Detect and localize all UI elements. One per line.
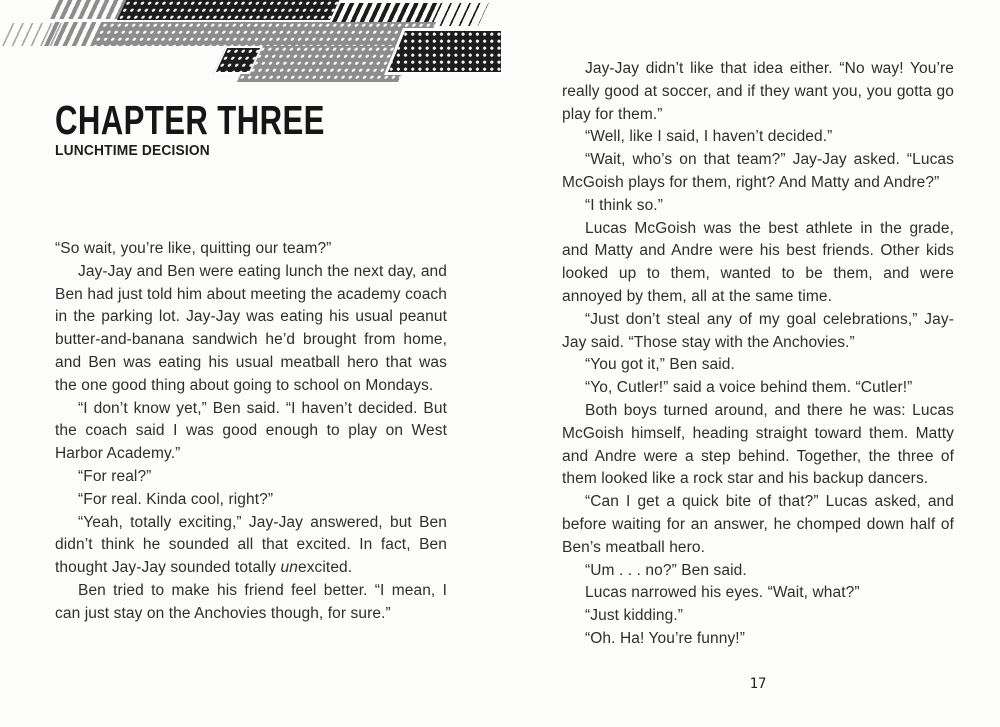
paragraph bbox=[562, 354, 954, 377]
text-segment: Lucas McGoish was the best athlete in the grade, and Matty and Andre were his best friends. Other kids looked up to them, wanted to be them, and were annoyed by them, all at the same time. bbox=[562, 219, 954, 305]
paragraph bbox=[55, 238, 447, 261]
paragraph bbox=[562, 309, 954, 355]
text-segment: Ben tried to make his friend feel better. “I mean, I can just stay on the Anchovies though, for sure.” bbox=[55, 581, 447, 622]
paragraph bbox=[55, 512, 447, 580]
paragraph bbox=[562, 582, 954, 605]
halftone-bar-black-right-icon bbox=[388, 31, 501, 72]
chapter-title: CHAPTER THREE bbox=[55, 97, 325, 143]
text-segment: “For real. Kinda cool, right?” bbox=[78, 490, 274, 508]
text-segment: excited. bbox=[297, 559, 353, 577]
text-segment: Lucas narrowed his eyes. “Wait, what?” bbox=[585, 584, 860, 602]
text-segment: “Oh. Ha! You’re funny!” bbox=[585, 629, 745, 647]
text-segment: “You got it,” Ben said. bbox=[585, 356, 735, 374]
halftone-bar-black-top-icon bbox=[117, 0, 339, 20]
paragraph bbox=[562, 58, 954, 126]
paragraph bbox=[55, 261, 447, 398]
text-segment: “Yeah, totally exciting,” Jay-Jay answered, but Ben didn’t think he sounded all that excited. In fact, Ben thought Jay-Jay sounded totally bbox=[55, 513, 447, 577]
paragraph bbox=[562, 605, 954, 628]
halftone-bar-gray-mid-icon bbox=[92, 22, 436, 46]
paragraph bbox=[562, 400, 954, 491]
paragraph bbox=[55, 466, 447, 489]
text-segment: “Um . . . no?” Ben said. bbox=[585, 561, 747, 579]
paragraph bbox=[562, 149, 954, 195]
left-page-text bbox=[55, 238, 447, 626]
text-segment: “Just kidding.” bbox=[585, 607, 683, 625]
paragraph bbox=[562, 218, 954, 309]
paragraph bbox=[562, 377, 954, 400]
paragraph bbox=[562, 628, 954, 651]
text-segment: “I think so.” bbox=[585, 196, 663, 214]
paragraph bbox=[55, 489, 447, 512]
halftone-thin-lines-top-right-icon bbox=[430, 3, 489, 26]
paragraph bbox=[55, 580, 447, 626]
paragraph bbox=[562, 560, 954, 583]
italic-text: un bbox=[280, 559, 298, 577]
text-segment: “Wait, who’s on that team?” Jay-Jay asked. “Lucas McGoish plays for them, right? And Matty and Andre?” bbox=[562, 151, 954, 191]
text-segment: “Can I get a quick bite of that?” Lucas asked, and before waiting for an answer, he chomped down half of Ben’s meatball hero. bbox=[562, 493, 954, 556]
text-segment: “Just don’t steal any of my goal celebrations,” Jay-Jay said. “Those stay with the Anchovies.” bbox=[562, 310, 954, 351]
paragraph bbox=[562, 195, 954, 218]
halftone-parallelogram-gray-icon bbox=[237, 46, 415, 82]
paragraph bbox=[562, 126, 954, 149]
text-segment: Jay-Jay and Ben were eating lunch the next day, and Ben had just told him about meeting the academy coach in the parking lot. Jay-Jay was eating his usual peanut butter-and-banana sandwich he’d brought from home, and Ben was eating his usual meatball hero that was the one good thing about going to school on Mondays. bbox=[55, 262, 447, 394]
text-segment: “For real?” bbox=[78, 467, 152, 485]
page-number: 17 bbox=[749, 676, 767, 692]
paragraph bbox=[562, 491, 954, 559]
text-segment: “I don’t know yet,” Ben said. “I haven’t decided. But the coach said I was good enough to play on West Harbor Academy.” bbox=[55, 399, 447, 463]
text-segment: “So wait, you’re like, quitting our team?” bbox=[55, 240, 332, 257]
text-segment: “Well, like I said, I haven’t decided.” bbox=[585, 128, 833, 146]
right-page-text bbox=[562, 58, 954, 651]
text-segment: Both boys turned around, and there he was: Lucas McGoish himself, heading straight toward them. Matty and Andre were a step behind. Together, the three of them looked like a rock star and his backup dancers. bbox=[562, 401, 954, 488]
paragraph bbox=[55, 398, 447, 466]
chapter-subtitle: LUNCHTIME DECISION bbox=[55, 143, 210, 159]
text-segment: Jay-Jay didn’t like that idea either. “No way! You’re really good at soccer, and if they want you, you gotta go play for them.” bbox=[562, 60, 954, 123]
text-segment: “Yo, Cutler!” said a voice behind them. “Cutler!” bbox=[585, 379, 913, 397]
